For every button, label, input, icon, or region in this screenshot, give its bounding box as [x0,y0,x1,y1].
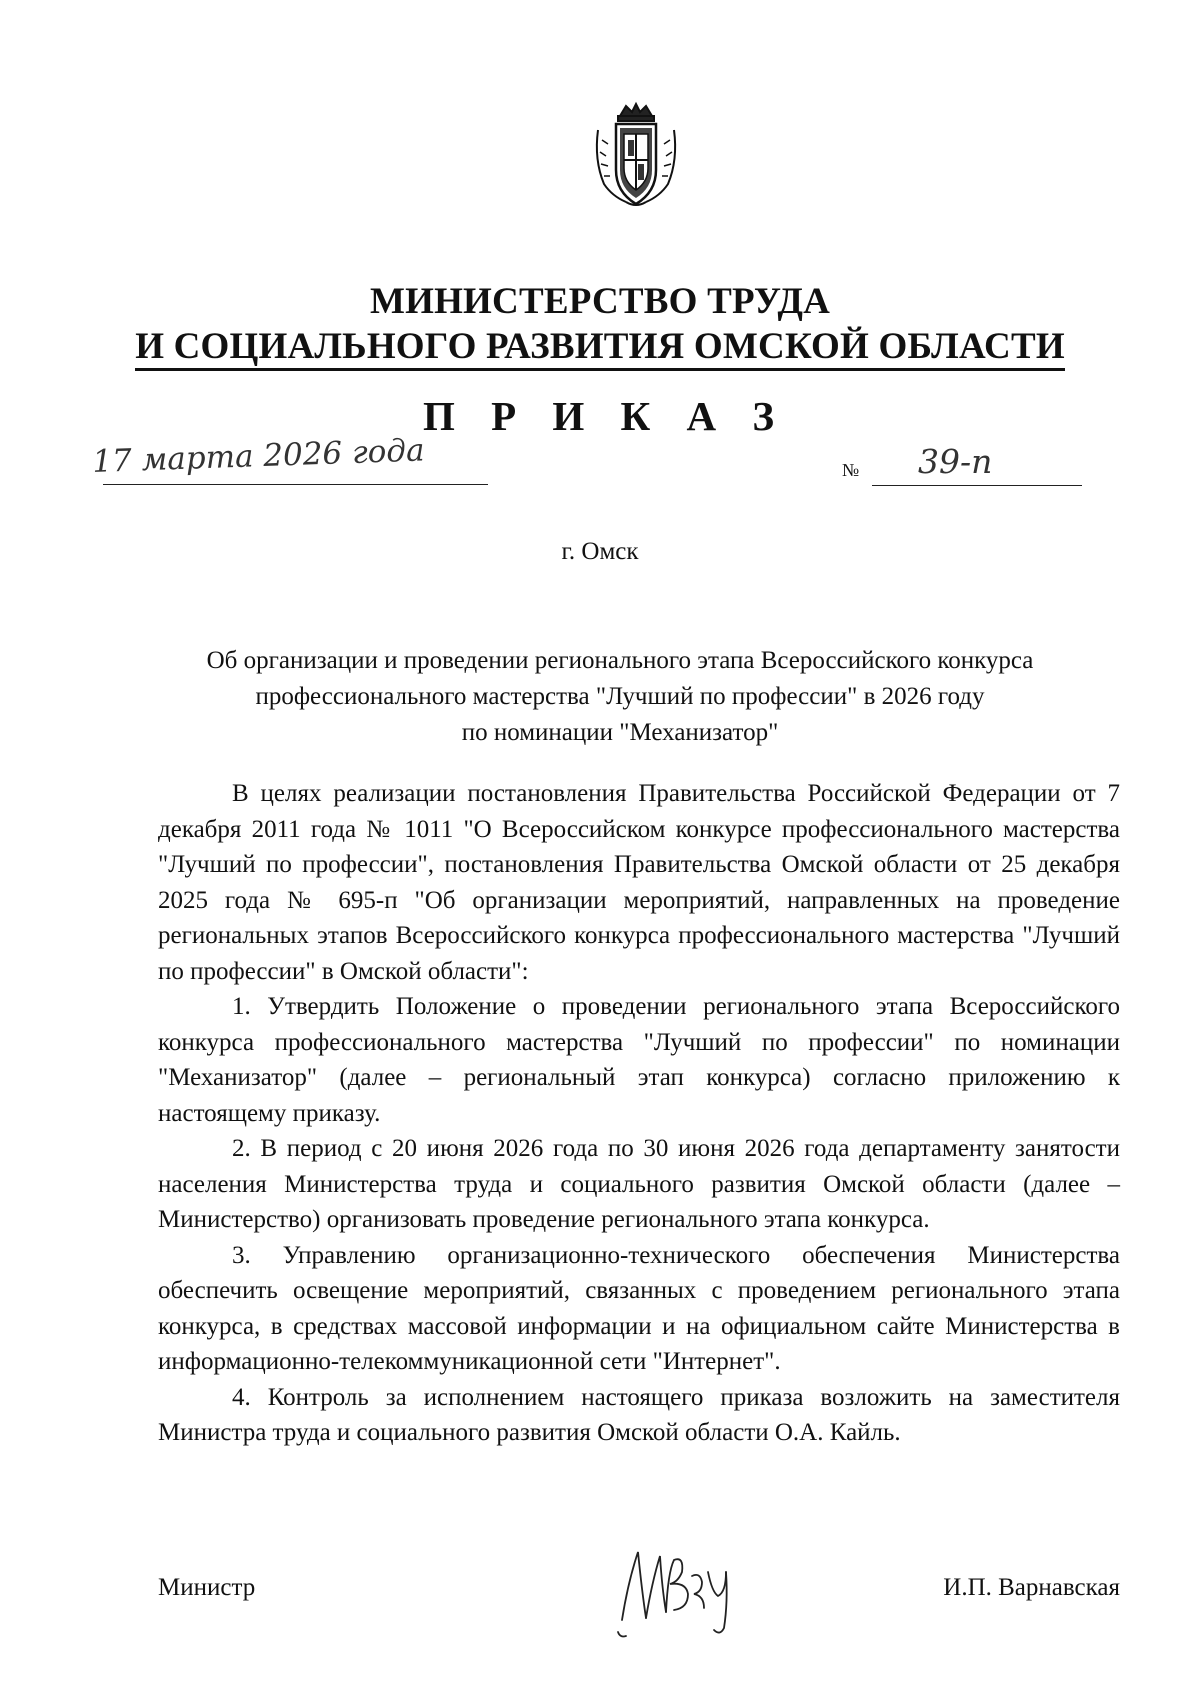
order-title-line2: профессионального мастерства "Лучший по профессии" в 2026 году [255,683,985,710]
order-item-2: 2. В период с 20 июня 2026 года по 30 июня 2026 года департаменту занятости населения Министерства труда и социального развития Омской области (далее – Министерство) организовать проведение регионального этапа конкурса. [158,1135,1120,1233]
signatory-role: Министр [158,1574,256,1601]
signature-block [158,1562,1120,1622]
ministry-name-line2-text: И СОЦИАЛЬНОГО РАЗВИТИЯ ОМСКОЙ ОБЛАСТИ [135,326,1065,371]
document-number-field [842,442,1082,492]
preamble-paragraph: В целях реализации постановления Правительства Российской Федерации от 7 декабря 2011 года № 1011 "О Всероссийском конкурсе профессионального мастерства "Лучший по профессии", постановления Правительства Омской области от 25 декабря 2025 года № 695-п "Об организации мероприятий, направленных на проведение региональных этапов Всероссийского конкурса профессионального мастерства "Лучший по профессии" в Омской области": [158,780,1120,985]
number-sign: № [842,460,860,480]
order-title [120,643,1120,751]
handwritten-signature [608,1532,758,1642]
order-item-3: 3. Управлению организационно-технического обеспечения Министерства обеспечить освещение мероприятий, связанных с проведением регионального этапа конкурса, в средствах массовой информации и на официальном сайте Министерства в информационно-телекоммуникационной сети "Интернет". [158,1241,1120,1375]
number-underline [872,485,1082,486]
order-title-line3: по номинации "Механизатор" [461,719,779,746]
document-type-title: П Р И К А З [422,393,788,439]
handwritten-number: 39-п [918,442,993,481]
handwritten-date: 17 марта 2026 года [91,432,426,480]
document-date-field [91,432,488,490]
order-item-4: 4. Контроль за исполнением настоящего приказа возложить на заместителя Министра труда и социального развития Омской области О.А. Кайль. [158,1383,1120,1446]
coat-of-arms-emblem [590,100,682,210]
order-title-line1: Об организации и проведении регионального этапа Всероссийского конкурса [206,647,1034,674]
city-label: г. Омск [561,538,639,565]
signatory-name: И.П. Варнавская [943,1574,1120,1601]
ministry-name-line1: МИНИСТЕРСТВО ТРУДА [369,281,831,322]
ministry-name-line2 [0,325,1200,368]
order-item-1: 1. Утвердить Положение о проведении регионального этапа Всероссийского конкурса профессионального мастерства "Лучший по профессии" по номинации "Механизатор" (далее – региональный этап конкурса) согласно приложению к настоящему приказу. [158,993,1120,1127]
order-body [158,776,1120,1451]
date-underline [103,484,488,485]
